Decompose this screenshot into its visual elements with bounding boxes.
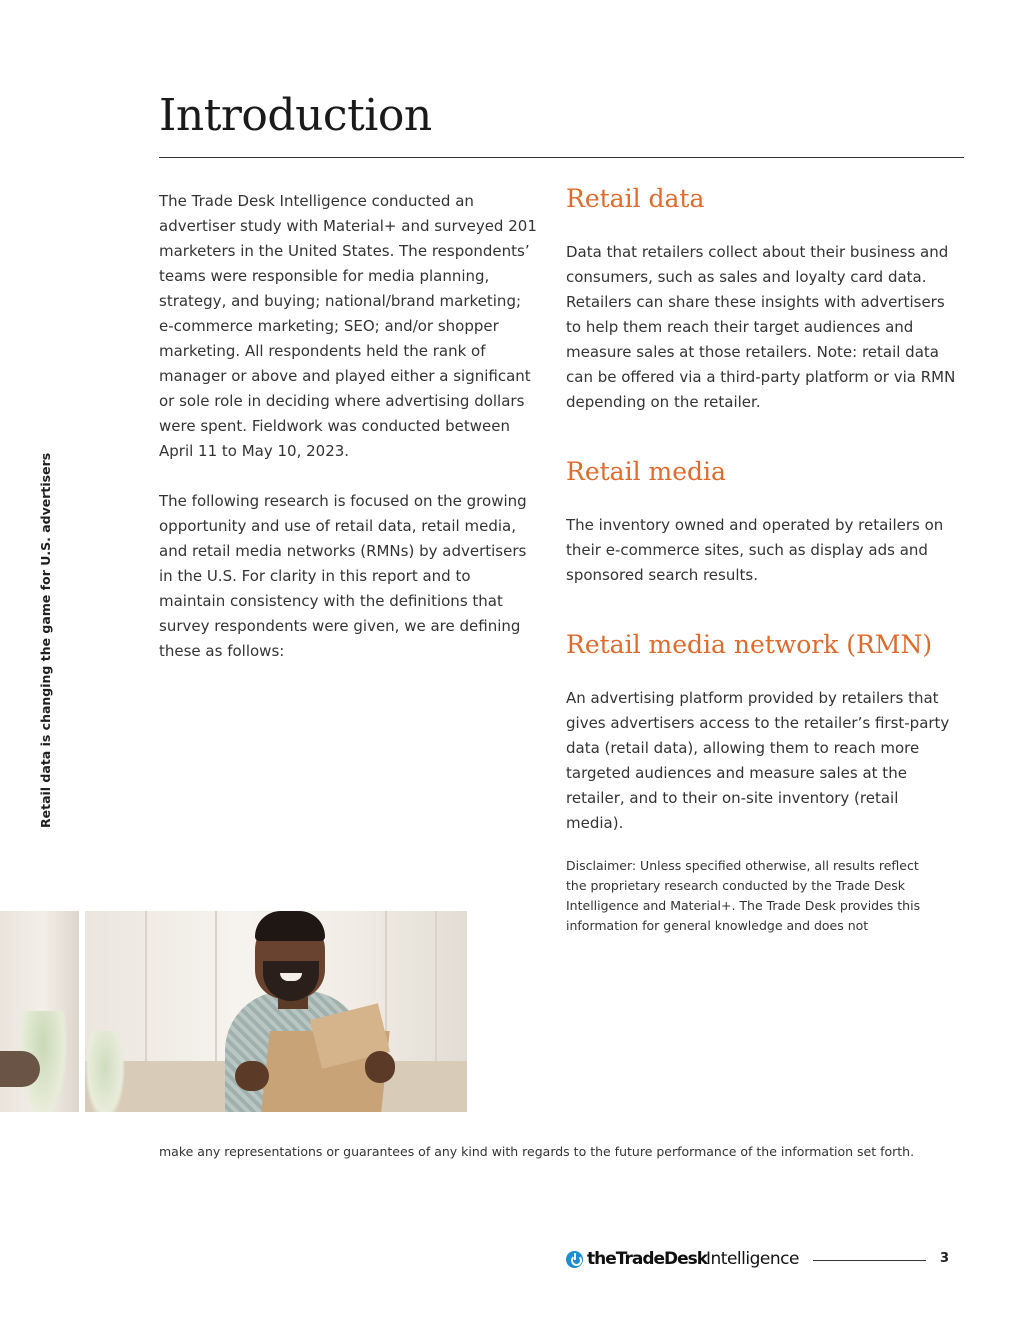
trade-desk-power-icon: [566, 1251, 583, 1268]
definition-retail-media: [566, 454, 956, 588]
definition-heading: Retail data: [566, 184, 705, 213]
cropped-photo-left: [0, 911, 79, 1112]
definition-text: Data that retailers collect about their business and consumers, such as sales and loyalty card data. Retailers can share these insights with advertisers to help them reach their target audiences and measure sales at those retailers. Note: retail data can be offered via a third-party platform or via RMN depending on the retailer.: [566, 243, 956, 411]
side-running-title: Retail data is changing the game for U.S. advertisers: [38, 452, 53, 828]
title-divider: [159, 157, 964, 158]
disclaimer-continued: make any representations or guarantees of any kind with regards to the future performance of the information set forth.: [159, 1144, 915, 1159]
intro-paragraph-2: The following research is focused on the growing opportunity and use of retail data, retail media, and retail media networks (RMNs) by advertisers in the U.S. For clarity in this report and to maintain consistency with the definitions that survey respondents were given, we are defining these as follows:: [159, 492, 527, 660]
page-title: Introduction: [159, 90, 432, 141]
brand-logo: theTradeDesk: [587, 1249, 708, 1269]
footer-divider: [813, 1260, 926, 1261]
definition-retail-data: [566, 181, 956, 415]
definition-heading: Retail media network (RMN): [566, 630, 933, 659]
disclaimer-text: Disclaimer: Unless specified otherwise, all results reflect the proprietary research conducted by the Trade Desk Intelligence and Material+. The Trade Desk provides this information for general knowledge and does not: [566, 858, 921, 933]
intro-paragraph-1: The Trade Desk Intelligence conducted an advertiser study with Material+ and surveyed 201 marketers in the United States. The respondents’ teams were responsible for media planning, strategy, and buying; national/brand marketing; e-commerce marketing; SEO; and/or shopper marketing. All respondents held the rank of manager or above and played either a significant or sole role in deciding where advertising dollars were spent. Fieldwork was conducted between April 11 to May 10, 2023.: [159, 192, 537, 460]
definition-text: An advertising platform provided by retailers that gives advertisers access to the retailer’s first-party data (retail data), allowing them to reach more targeted audiences and measure sales at the retailer, and to their on-site inventory (retail media).: [566, 689, 950, 832]
definition-text: The inventory owned and operated by retailers on their e-commerce sites, such as display ads and sponsored search results.: [566, 516, 944, 584]
photo-man-opening-package: [85, 911, 467, 1112]
definition-heading: Retail media: [566, 457, 726, 486]
page-number: 3: [940, 1251, 950, 1266]
footer: [566, 1247, 956, 1273]
definition-rmn: [566, 627, 956, 836]
definitions-column: [566, 181, 956, 936]
brand-suffix: Intelligence: [706, 1249, 799, 1269]
intro-column: [159, 189, 539, 689]
